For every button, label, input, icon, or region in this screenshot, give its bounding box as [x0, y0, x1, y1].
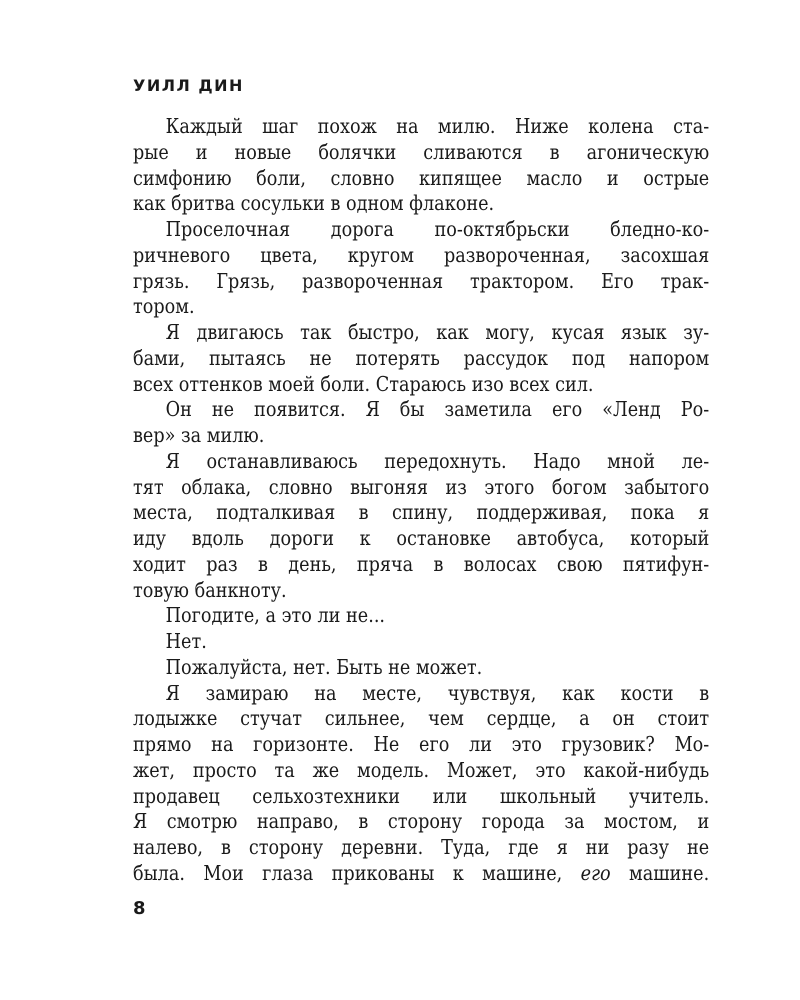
final-line-after: машине.	[610, 860, 710, 885]
text-line: товую банкноту.	[133, 577, 287, 602]
text-line: ричневого цвета, кругом развороченная, засохшая	[133, 242, 710, 267]
text-line: Проселочная дорога по-октябрьски бледно-ко-	[165, 217, 710, 241]
text-line: Я замираю на месте, чувствуя, как кости в	[165, 680, 710, 705]
text-line: Он не появится. Я бы заметила его «Ленд Ро-	[165, 397, 710, 422]
body-text	[133, 114, 709, 887]
text-line: Нет.	[165, 629, 207, 653]
text-line: налево, в сторону деревни. Туда, где я ни разу не	[133, 835, 710, 859]
text-line: Каждый шаг похож на милю. Ниже колена ста-	[165, 114, 710, 138]
text-line: вер» за милю.	[133, 423, 265, 447]
text-line: ходит раз в день, пряча в волосах свою пятифун-	[133, 551, 710, 576]
text-line: тят облака, словно выгоняя из этого богом забытого	[133, 474, 710, 499]
text-line: Я останавливаюсь передохнуть. Надо мной ле-	[165, 448, 710, 473]
text-line: Я смотрю направо, в сторону города за мостом, и	[133, 809, 710, 834]
page-number: 8	[133, 898, 146, 919]
text-line-final	[133, 861, 709, 887]
text-line: лодыжке стучат сильнее, чем сердце, а он стоит	[133, 706, 710, 731]
text-line: места, подталкивая в спину, поддерживая, пока я	[133, 500, 710, 525]
text-line: прямо на горизонте. Не его ли это грузовик? Мо-	[133, 732, 710, 756]
text-line: Погодите, а это ли не...	[165, 603, 386, 628]
text-line: Пожалуйста, нет. Быть не может.	[165, 654, 483, 679]
text-line: тором.	[133, 294, 195, 319]
text-line: бами, пытаясь не потерять рассудок под напором	[133, 345, 710, 370]
text-line: Я двигаюсь так быстро, как могу, кусая язык зу-	[165, 320, 710, 344]
running-head: УИЛЛ ДИН	[133, 76, 244, 95]
text-line: жет, просто та же модель. Может, это какой-нибудь	[133, 757, 710, 782]
text-line: продавец сельхозтехники или школьный учитель.	[133, 783, 710, 808]
text-line: рые и новые болячки сливаются в агоническую	[133, 139, 710, 164]
text-line: грязь. Грязь, развороченная трактором. Его трак-	[133, 268, 710, 293]
text-line: как бритва сосульки в одном флаконе.	[133, 191, 495, 216]
text-line: симфонию боли, словно кипящее масло и острые	[133, 165, 710, 190]
final-line-italic: его	[580, 860, 611, 885]
text-line: иду вдоль дороги к остановке автобуса, который	[133, 526, 710, 550]
final-line-before: была. Мои глаза прикованы к машине,	[133, 860, 581, 885]
text-line: всех оттенков моей боли. Стараюсь изо всех сил.	[133, 371, 594, 396]
